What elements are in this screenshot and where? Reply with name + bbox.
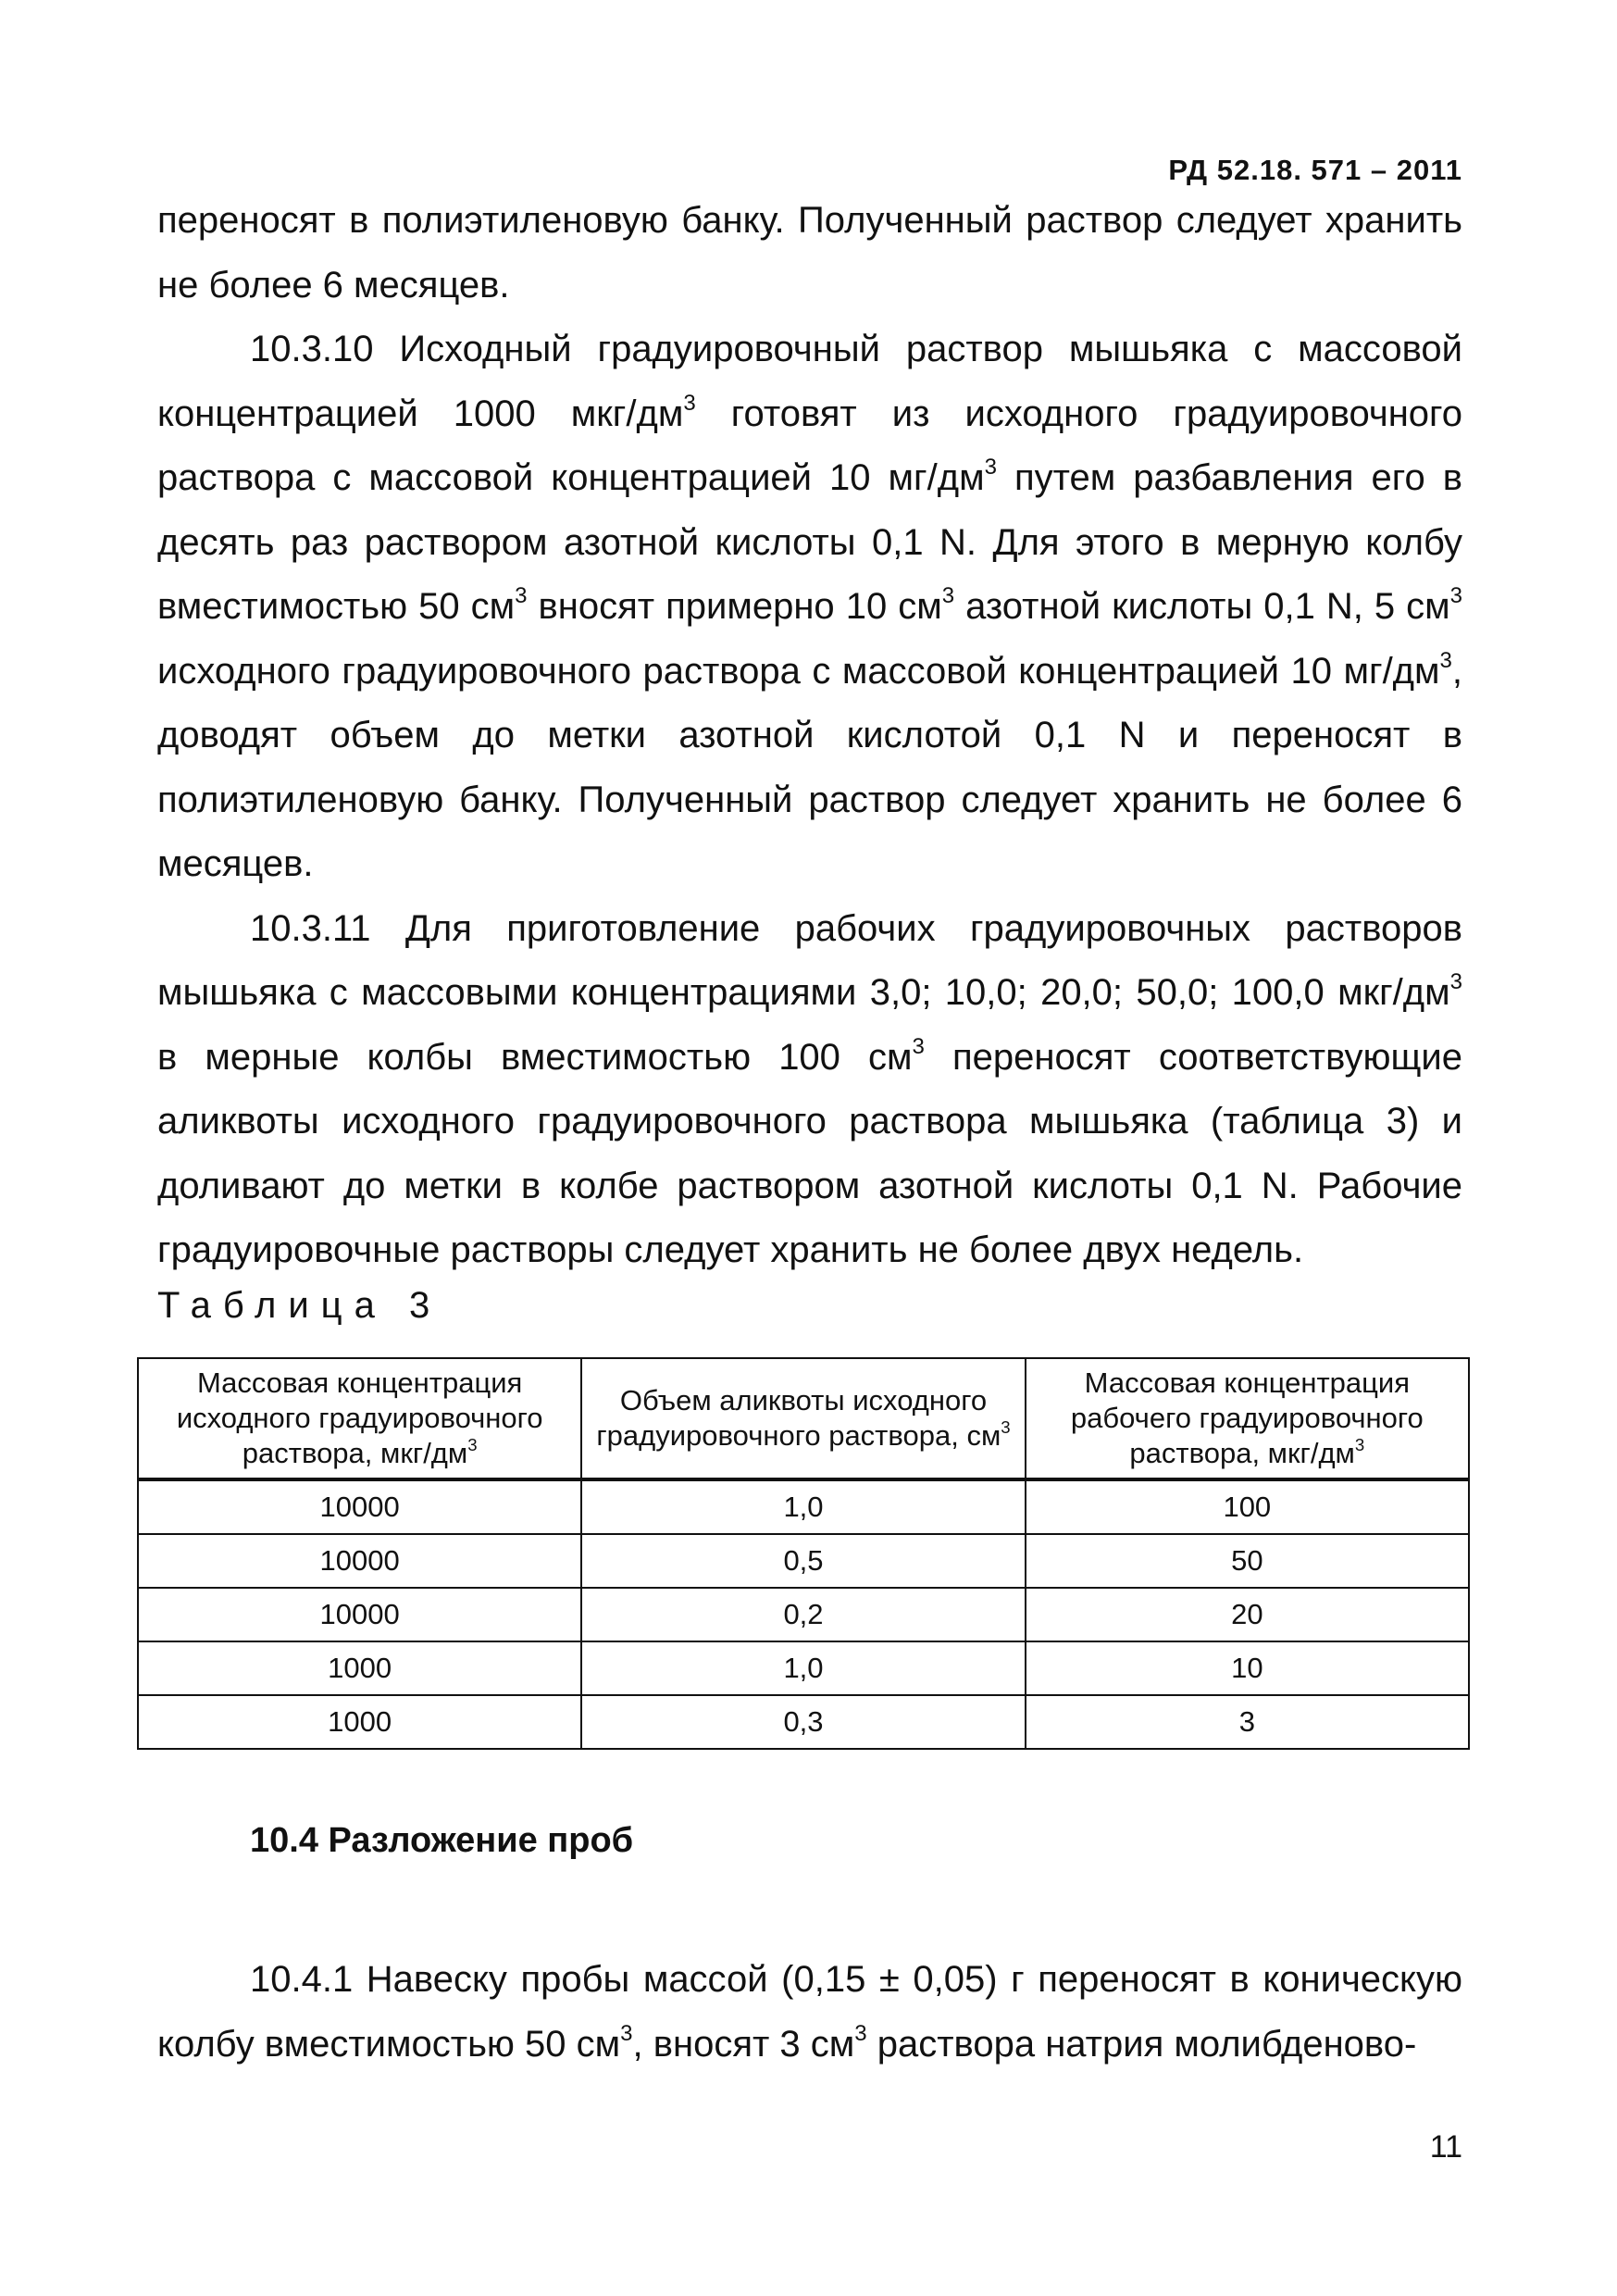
table-cell: 100 — [1026, 1479, 1469, 1534]
table-cell: 0,2 — [581, 1588, 1025, 1641]
text-run: 10.3.11 Для приготовление рабочих градуировочных растворов мышьяка с массовыми концентрациями 3,0; 10,0; 20,0; 50,0; 100,0 мкг/дм — [157, 907, 1462, 1013]
body-text-section — [157, 1947, 1462, 2077]
table-cell: 0,3 — [581, 1695, 1025, 1749]
body-text — [157, 189, 1462, 1283]
text-run: 10.4.1 Навеску пробы массой (0,15 ± 0,05) г переносят в коническую колбу вместимостью 50 см — [157, 1959, 1462, 2065]
text-run: вносят примерно 10 см — [527, 586, 942, 627]
text-run: исходного градуировочного раствора с массовой концентрацией 10 мг/дм — [157, 650, 1440, 692]
table-row — [138, 1588, 1469, 1641]
superscript: 3 — [854, 2021, 867, 2047]
table-cell: 10000 — [138, 1588, 581, 1641]
superscript: 3 — [984, 455, 997, 480]
table-cell: 20 — [1026, 1588, 1469, 1641]
table-cell: 50 — [1026, 1534, 1469, 1588]
superscript: 3 — [683, 390, 696, 416]
table-cell: 3 — [1026, 1695, 1469, 1749]
paragraph-continuation: переносят в полиэтиленовую банку. Полученный раствор следует хранить не более 6 месяцев. — [157, 200, 1462, 306]
superscript: 3 — [467, 1434, 478, 1454]
superscript: 3 — [620, 2021, 633, 2047]
page-number: 11 — [1429, 2129, 1462, 2165]
table-cell: 1000 — [138, 1641, 581, 1695]
table-row — [138, 1534, 1469, 1588]
text-run: , доводят объем до метки азотной кислотой 0,1 N и переносят в полиэтиленовую банку. Полученный раствор следует хранить не более 6 месяцев. — [157, 650, 1462, 884]
concentration-table — [137, 1357, 1470, 1750]
table-row — [138, 1695, 1469, 1749]
table-cell: 1000 — [138, 1695, 581, 1749]
table-cell: 0,5 — [581, 1534, 1025, 1588]
section-heading: 10.4 Разложение проб — [250, 1821, 634, 1860]
table-cell: 10 — [1026, 1641, 1469, 1695]
table-cell: 10000 — [138, 1479, 581, 1534]
table-row — [138, 1641, 1469, 1695]
document-code: РД 52.18. 571 – 2011 — [1168, 154, 1462, 186]
superscript: 3 — [515, 583, 528, 609]
text-run: азотной кислоты 0,1 N, 5 см — [954, 586, 1450, 627]
superscript: 3 — [1439, 647, 1452, 673]
text-run: в мерные колбы вместимостью 100 см — [157, 1036, 913, 1078]
table-cell: 10000 — [138, 1534, 581, 1588]
text-run: переносят соответствующие аликвоты исходного градуировочного раствора мышьяка (таблица 3) и доливают до метки в колбе раствором азотной кислоты 0,1 N. Рабочие градуировочные растворы следует хранить не более двух недель. — [157, 1036, 1462, 1270]
superscript: 3 — [912, 1033, 925, 1059]
paragraph-10-3-10 — [157, 318, 1462, 897]
table-caption: Таблица 3 — [157, 1285, 442, 1326]
superscript: 3 — [1449, 969, 1462, 995]
text-run: раствора натрия молибденово- — [866, 2024, 1417, 2065]
text-run: путем разбавления его в десять раз раствором азотной кислоты 0,1 N. Для этого в мерную колбу вместимостью 50 см — [157, 457, 1462, 627]
superscript: 3 — [1001, 1416, 1011, 1437]
text-run: , вносят 3 см — [632, 2024, 855, 2065]
paragraph-10-3-11 — [157, 897, 1462, 1283]
superscript: 3 — [1354, 1434, 1365, 1454]
column-header-aliquot-volume: Объем аликвоты исходного градуировочного раствора, $см^3$ — [581, 1358, 1025, 1479]
column-header-working-concentration: Массовая концентрация рабочего градуировочного раствора, мкг/$дм^3$ — [1026, 1358, 1469, 1479]
text-run: готовят из исходного градуировочного раствора с массовой концентрацией 10 мг/дм — [157, 393, 1462, 498]
superscript: 3 — [941, 583, 955, 609]
superscript: 3 — [1449, 583, 1462, 609]
text-run: 10.3.10 Исходный градуировочный раствор мышьяка с массовой концентрацией 1000 мкг/дм — [157, 329, 1462, 434]
table-header-row — [138, 1358, 1469, 1479]
table-cell: 1,0 — [581, 1479, 1025, 1534]
table-row — [138, 1479, 1469, 1534]
column-header-initial-concentration: Массовая концентрация исходного градуировочного раствора, мкг/$дм^3$ — [138, 1358, 581, 1479]
table-cell: 1,0 — [581, 1641, 1025, 1695]
paragraph-10-4-1 — [157, 1947, 1462, 2077]
